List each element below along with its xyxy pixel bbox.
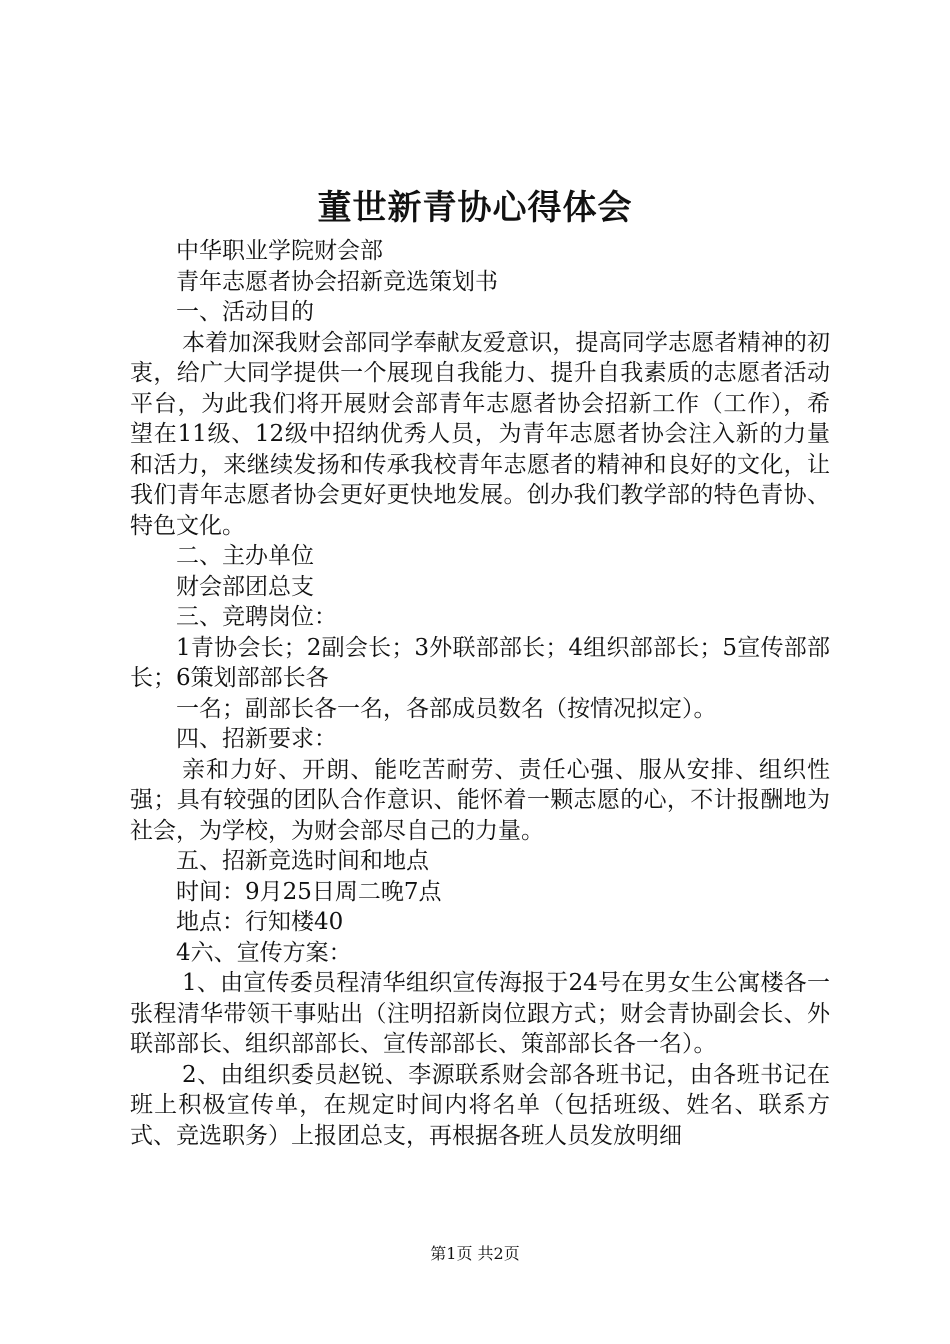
section-heading-positions: 三、竞聘岗位： <box>176 604 337 630</box>
paragraph-organizer: 财会部团总支 <box>176 573 314 600</box>
paragraph-time: 时间：9月25日周二晚7点 <box>176 878 442 905</box>
page-footer: 第1页 共2页 <box>430 1244 520 1263</box>
section-heading-time-place: 五、招新竞选时间和地点 <box>176 848 429 874</box>
org-name-line: 中华职业学院财会部 <box>176 238 383 264</box>
section-heading-organizer: 二、主办单位 <box>176 543 314 569</box>
section-heading-purpose: 一、活动目的 <box>176 299 314 325</box>
paragraph-publicity-2: 2、由组织委员赵锐、李源联系财会部各班书记，由各班书记在班上积极宣传单，在规定时间内将名单（包括班级、姓名、联系方式、竞选职务）上报团总支，再根据各班人员发放明细 <box>130 1061 830 1149</box>
section-heading-publicity: 4六、宣传方案： <box>176 939 352 966</box>
paragraph-positions: 1青协会长；2副会长；3外联部部长；4组织部部长；5宣传部部长；6策划部部长各 <box>130 634 830 691</box>
section-heading-requirements: 四、招新要求： <box>176 726 337 752</box>
document-title: 董世新青协心得体会 <box>317 188 633 228</box>
document-body <box>130 236 830 1151</box>
plan-title-line: 青年志愿者协会招新竞选策划书 <box>176 268 498 295</box>
paragraph-place: 地点：行知楼40 <box>176 909 344 935</box>
paragraph-requirements: 亲和力好、开朗、能吃苦耐劳、责任心强、服从安排、组织性强；具有较强的团队合作意识、能怀着一颗志愿的心，不计报酬地为社会，为学校，为财会部尽自己的力量。 <box>130 756 830 844</box>
paragraph-purpose: 本着加深我财会部同学奉献友爱意识，提高同学志愿者精神的初衷，给广大同学提供一个展现自我能力、提升自我素质的志愿者活动平台，为此我们将开展财会部青年志愿者协会招新工作（工作），希望在11级、12级中招纳优秀人员，为青年志愿者协会注入新的力量和活力，来继续发扬和传承我校青年志愿者的精神和良好的文化，让我们青年志愿者协会更好更快地发展。创办我们教学部的特色青协、特色文化。 <box>130 329 830 539</box>
paragraph-publicity-1: 1、由宣传委员程清华组织宣传海报于24号在男女生公寓楼各一张程清华带领干事贴出（注明招新岗位跟方式；财会青协副会长、外联部部长、组织部部长、宣传部部长、策部部长各一名）。 <box>130 970 830 1057</box>
paragraph-positions-continued: 一名；副部长各一名，各部成员数名（按情况拟定）。 <box>176 695 717 722</box>
